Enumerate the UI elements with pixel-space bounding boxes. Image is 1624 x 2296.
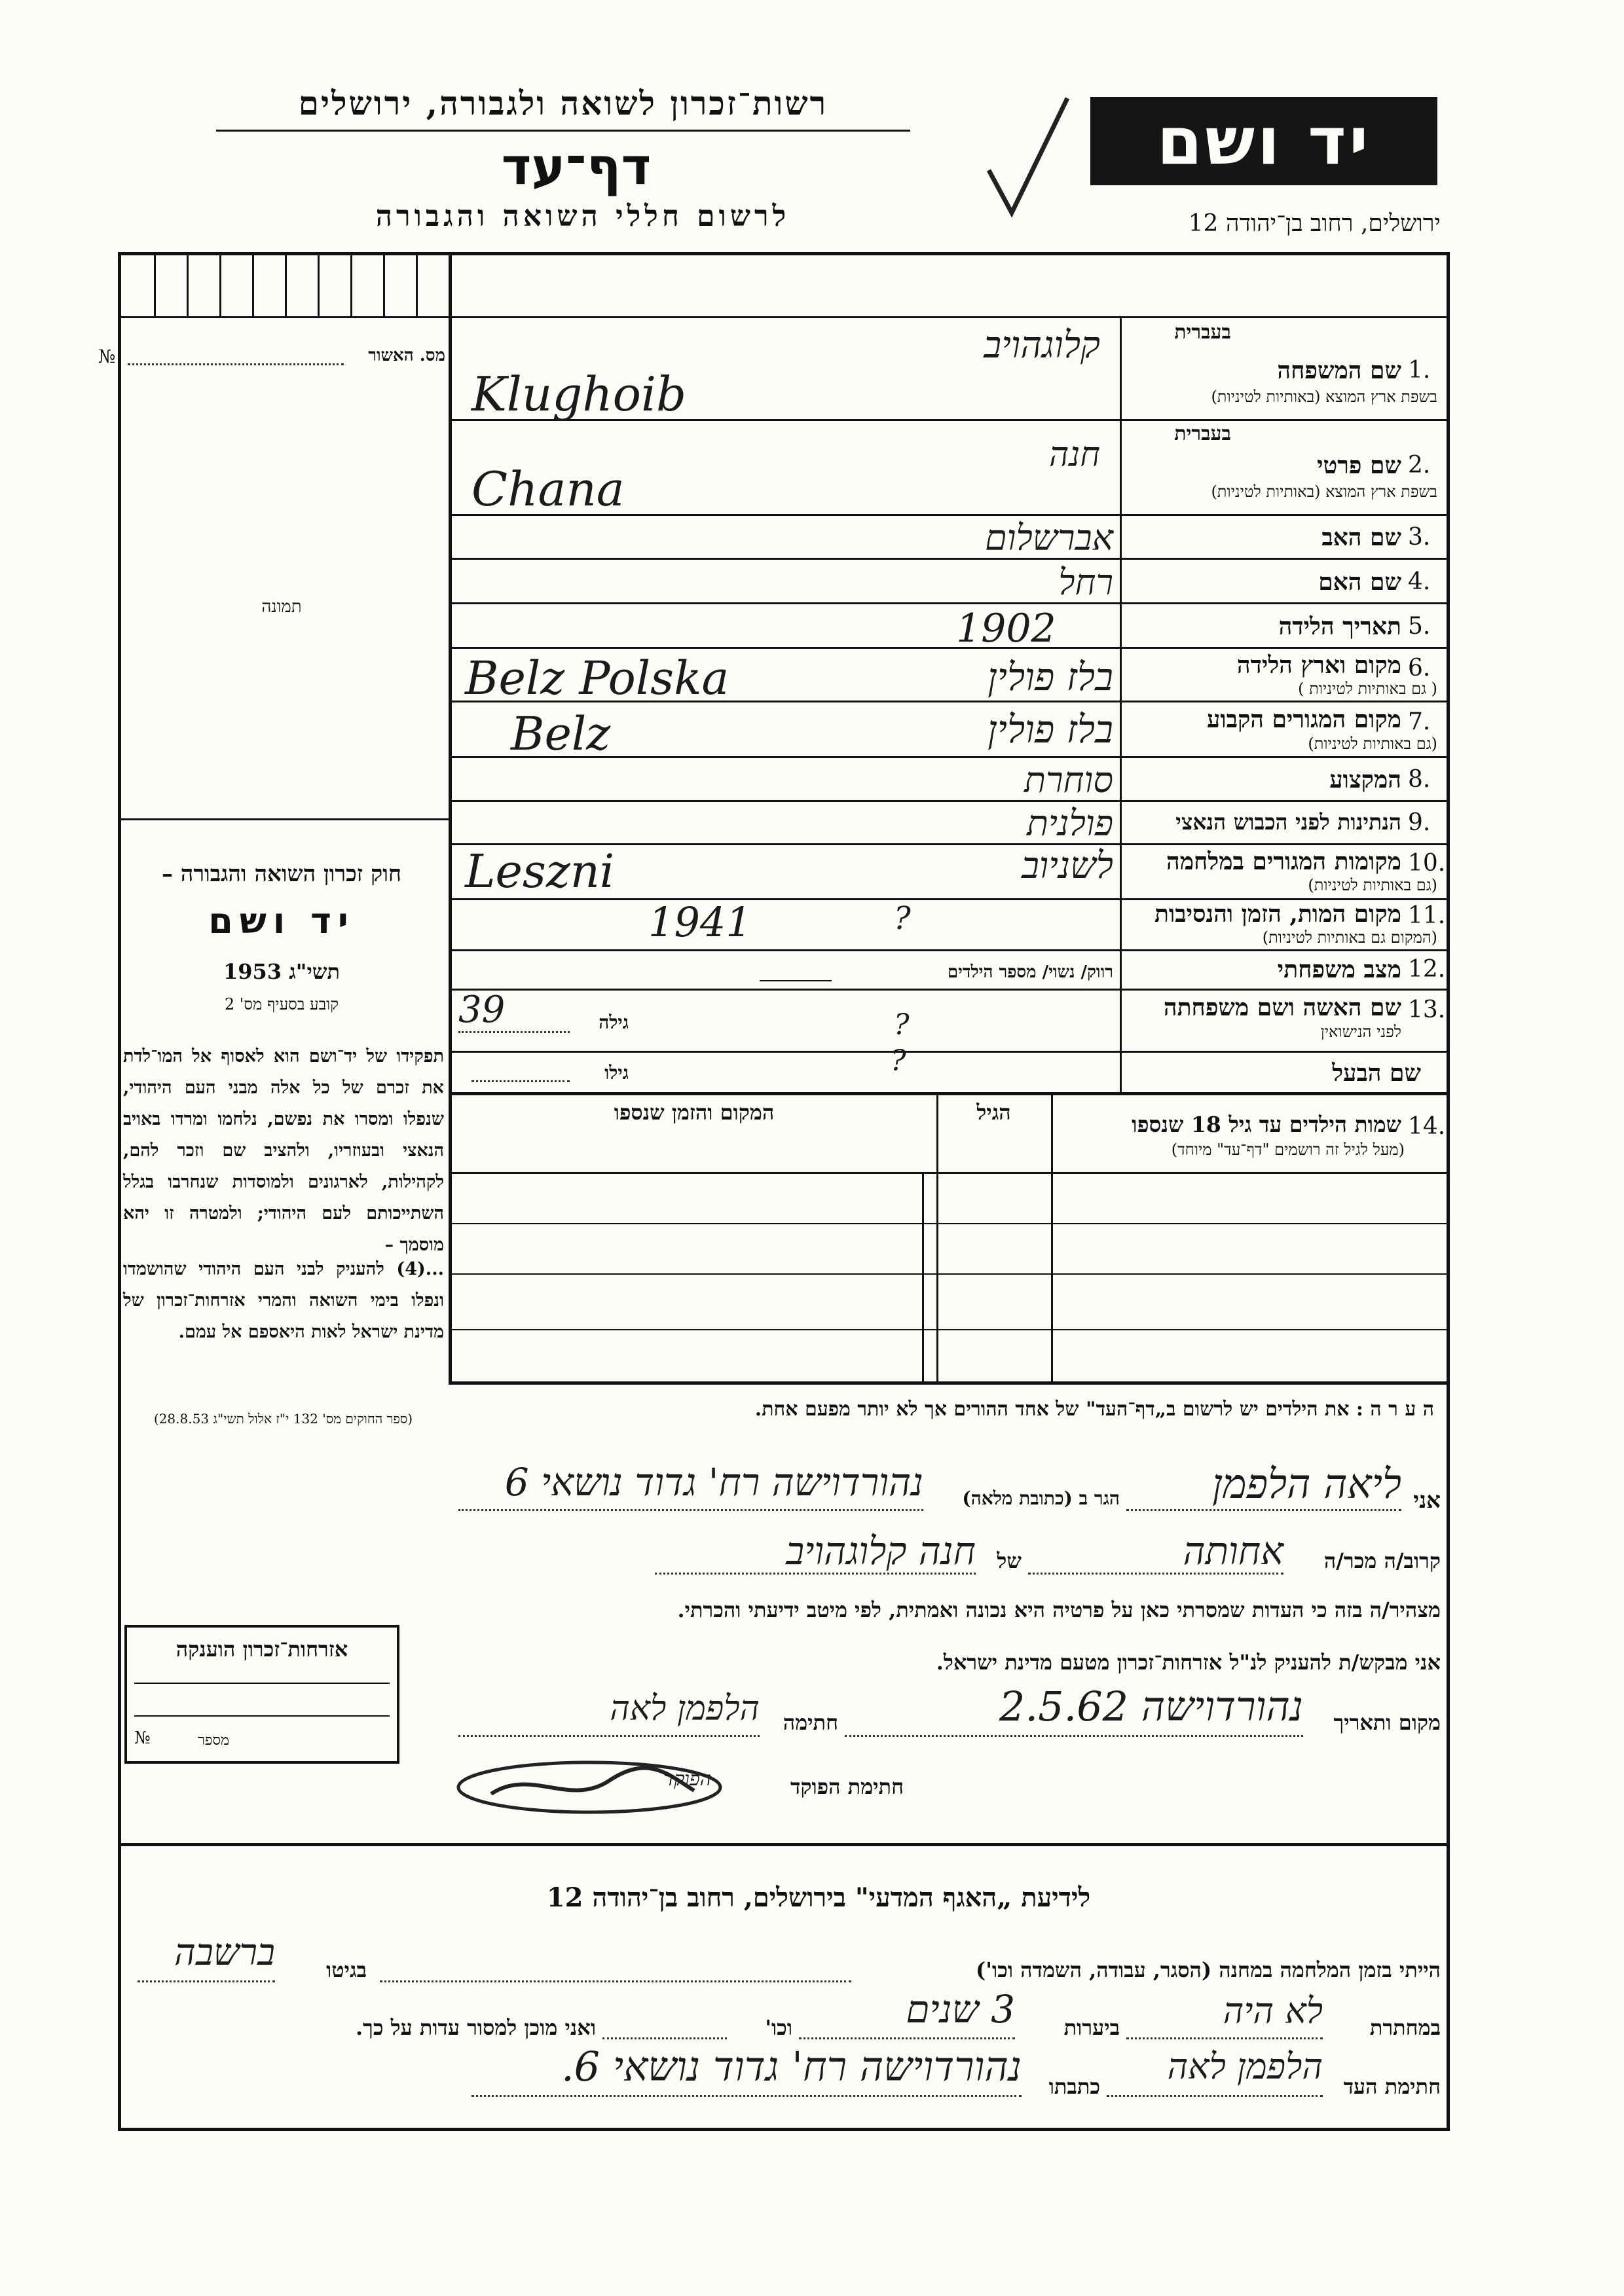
field-9-label: הנתינות לפני הכבוש הנאצי: [1175, 809, 1401, 835]
certificate-no-mark: №: [134, 1728, 151, 1748]
field-7-label: מקום המגורים הקבוע: [1207, 706, 1401, 733]
field-10-num: 10.: [1408, 850, 1446, 877]
decl-line2-name-line: [655, 1573, 976, 1575]
form-subtitle: לרשום חללי השואה והגבורה: [375, 200, 790, 233]
science-ghetto-line: [138, 1980, 275, 1982]
field-10-label: מקומות המגורים במלחמה: [1166, 848, 1401, 875]
children-sublabel: (מעל לגיל זה רושמים "דף־עד" מיוחד): [1171, 1140, 1405, 1159]
law-name: יד ושם: [208, 900, 355, 941]
law-text-2: ...(4) להעניק לבני העם היהודי שהושמדו ונפלו בימי השואה והמרי אזרחות־זכרון של מדינת ישראל לאות היאספם אל עמם.: [123, 1259, 444, 1342]
law-text: תפקידו של יד־ושם הוא לאסוף אל המו־לדת את זכרם של כל אלה מבני העם היהודי, שנפלו ומסרו את נפשם, נלחמו ומרדו באויב הנאצי ובעוזריו, ולהציב שם וזכר להם, לקהילות, לארגונים ולמוסדות שנחרבו בגלל השתייכותם לעם היהודי; ולמטרה זו יהא מוסמך –: [123, 1046, 444, 1255]
decl-line1-address-line: [458, 1509, 923, 1511]
decl-line1-mid: הגר ב (כתובת מלאה): [962, 1487, 1120, 1509]
row-line-11: [449, 949, 1450, 951]
field-6-num: 6.: [1408, 655, 1431, 682]
field-11-label: מקום המות, הזמן והנסיבות: [1154, 900, 1401, 928]
children-label: שמות הילדים עד גיל 18 שנספו: [1132, 1112, 1401, 1137]
row-line-5: [449, 647, 1450, 649]
science-ghetto-label: בגיטו: [326, 1958, 367, 1982]
children-row-3: [449, 1329, 1450, 1330]
science-section-top: [118, 1843, 1450, 1846]
field-13-num: 13.: [1408, 996, 1446, 1023]
science-etc-line: [602, 2037, 727, 2039]
decl-line1-prefix: אני: [1413, 1487, 1441, 1514]
science-line1-camp-line: [380, 1980, 851, 1982]
science-line1-label: הייתי בזמן המלחמה במחנה (הסגר, עבודה, השמדה וכו'): [976, 1958, 1441, 1982]
field-3-value: אברשלום: [985, 517, 1113, 558]
science-witness-line: [1107, 2095, 1323, 2097]
signature-label: חתימה: [783, 1710, 838, 1735]
field-1-num: 1.: [1408, 357, 1431, 384]
checkmark-icon: [976, 92, 1074, 223]
husband-value: ?: [891, 1044, 906, 1078]
field-5-label: תאריך הלידה: [1278, 613, 1401, 640]
field-10-sublabel: (גם באותיות לטיניות): [1308, 876, 1437, 894]
field-6-label: מקום וארץ הלידה: [1236, 651, 1401, 679]
certificate-number-label: מספר: [198, 1732, 229, 1749]
law-year: תשי"ג 1953: [223, 959, 340, 984]
label-column-divider: [1120, 316, 1122, 1092]
header-underline: [216, 130, 910, 132]
field-7-value-hebrew: בלז פולין: [987, 707, 1113, 752]
field-11-num: 11.: [1408, 902, 1446, 929]
field-13-sublabel: לפני הנישואין: [1320, 1023, 1401, 1041]
authority-header: רשות־זכרון לשואה ולגבורה, ירושלים: [298, 84, 828, 122]
children-col-2: [936, 1093, 938, 1381]
field-13-age-line: [458, 1031, 570, 1033]
field-3-num: 3.: [1408, 524, 1431, 551]
field-2-num: 2.: [1408, 452, 1431, 479]
field-8-value: סוחרת: [1024, 759, 1113, 801]
tickbox-row: [118, 252, 449, 316]
science-line2-value-line: [1126, 2037, 1323, 2039]
field-2-label: שם פרטי: [1317, 452, 1401, 479]
logo-text: יד ושם: [1156, 103, 1371, 179]
field-11-sublabel: (המקום גם באותיות לטיניות): [1262, 928, 1437, 947]
row-line-12: [449, 989, 1450, 991]
field-6-value-hebrew: בלז פולין: [987, 655, 1113, 699]
decl-line2-relation-line: [1028, 1573, 1283, 1575]
field-13-label: שם האשה ושם משפחתה: [1163, 994, 1401, 1021]
field-11-value-question: ?: [894, 900, 911, 937]
field-11-value-year: 1941: [648, 898, 752, 946]
field-6-sublabel: ( גם באותיות לטיניות ): [1298, 680, 1437, 698]
left-column-divider: [449, 252, 452, 1385]
top-strip-bottom: [449, 316, 1450, 318]
approval-no-line: [128, 363, 344, 365]
place-date-line: [845, 1735, 1303, 1737]
field-7-sublabel: (גם באותיות לטיניות): [1308, 735, 1437, 753]
field-4-label: שם האם: [1318, 568, 1401, 596]
decl-line1-address: נהורדוישה רח' גדוד נושאי 6: [504, 1460, 923, 1504]
field-2-value-hebrew: חנה: [1048, 435, 1100, 475]
row-line-4: [449, 602, 1450, 604]
field-1-hebrew-tag: בעברית: [1174, 321, 1231, 344]
husband-age-line: [471, 1080, 570, 1082]
place-date-value: נהורדוישה 2.5.62: [999, 1683, 1303, 1730]
children-col-age: הגיל: [976, 1100, 1011, 1125]
note-text: ה ע ר ה : את הילדים יש לרשום ב„דף־העד" של אחד ההורים אך לא יותר מפעם אחת.: [754, 1398, 1434, 1421]
decl-line4: אני מבקש/ת להעניק לנ"ל אזרחות־זכרון מטעם מדינת ישראל.: [936, 1650, 1441, 1675]
field-3-label: שם האב: [1321, 524, 1401, 551]
field-12-line: [760, 980, 832, 981]
science-line2-label: במחתרת: [1369, 2015, 1441, 2040]
certificate-line-1: [134, 1683, 390, 1684]
field-2-hebrew-tag: בעברית: [1174, 422, 1231, 445]
science-forests-line: [799, 2037, 1015, 2039]
children-col-place: המקום והזמן שנספו: [614, 1100, 775, 1125]
decl-line2-of: של: [997, 1548, 1022, 1573]
row-line-13: [449, 1051, 1450, 1053]
certificate-line-2: [134, 1715, 390, 1717]
husband-label: שם הבעל: [1332, 1059, 1421, 1087]
field-12-num: 12.: [1408, 956, 1446, 983]
official-signature-label: חתימת הפוקד: [790, 1774, 904, 1799]
field-4-num: 4.: [1408, 568, 1431, 595]
tickbox-line: [118, 316, 449, 318]
field-1-label: שם המשפחה: [1277, 357, 1401, 384]
place-date-label: מקום ותאריך: [1333, 1710, 1441, 1735]
science-address: נהורדוישה רח' גדוד נושאי 6.: [561, 2043, 1022, 2090]
science-line2-value: לא היה: [1223, 1990, 1323, 2032]
decl-line2-name: חנה קלוגהויב: [786, 1529, 976, 1573]
science-line2-end: ואני מוכן למסור עדות על כך.: [355, 2015, 596, 2040]
signature-value: הלפמן לאה: [610, 1689, 760, 1728]
field-1-value-hebrew: קלוגהויב: [984, 324, 1100, 367]
science-etc: וכו': [765, 2015, 792, 2040]
children-header-line: [449, 1172, 1450, 1174]
field-13-value: ?: [894, 1008, 910, 1042]
decl-line1-name: ליאה הלפמן: [1212, 1460, 1401, 1508]
science-address-line: [471, 2095, 1022, 2097]
yad-vashem-logo: [1090, 97, 1437, 185]
field-13-age-label: גילה: [599, 1011, 629, 1033]
law-section: קובע בסעיף מס' 2: [224, 995, 339, 1013]
science-forests-value: 3 שנים: [906, 1987, 1015, 2032]
field-10-value-latin: Leszni: [465, 845, 615, 898]
children-col-3: [922, 1172, 924, 1381]
science-ghetto-value: ברשבה: [174, 1931, 275, 1974]
photo-box-bottom: [118, 818, 449, 820]
husband-age-label: גילו: [604, 1062, 629, 1084]
form-title: דף־עד: [501, 137, 652, 196]
field-5-value: 1902: [956, 606, 1056, 651]
law-title: חוק זכרון השואה והגבורה –: [161, 861, 402, 887]
field-4-value: רחל: [1058, 562, 1113, 603]
field-12-sublabel: רווק/ נשוי/ מספר הילדים: [947, 962, 1113, 982]
field-13-age-value: 39: [458, 989, 506, 1031]
children-col-1: [1051, 1093, 1053, 1381]
decl-line3: מצהיר/ה בזה כי העדות שמסרתי כאן על פרטיה היא נכונה ואמתית, לפי מיטב ידיעתי והכרתי.: [677, 1597, 1441, 1622]
field-12-label: מצב משפחתי: [1277, 956, 1401, 983]
official-stamp-text: הפוקד: [663, 1768, 712, 1791]
field-8-label: המקצוע: [1329, 766, 1401, 793]
field-5-num: 5.: [1408, 613, 1431, 640]
field-7-num: 7.: [1408, 708, 1431, 735]
field-6-value-latin: Belz Polska: [465, 651, 729, 705]
field-1-sublabel: בשפת ארץ המוצא (באותיות לטיניות): [1211, 388, 1437, 406]
decl-line1-name-line: [1126, 1509, 1401, 1511]
field-2-value-latin: Chana: [471, 462, 625, 517]
field-1-value-latin: Klughoib: [471, 367, 687, 422]
science-address-label: כתבתו: [1048, 2074, 1100, 2099]
science-witness-signature: הלפמן לאה: [1167, 2046, 1323, 2087]
signature-line: [458, 1735, 760, 1737]
law-source: (ספר החוקים מס' 132 י"ז אלול תשי"ג 28.8.53): [153, 1411, 413, 1427]
certificate-title: אזרחות־זכרון הוענקה: [175, 1637, 348, 1662]
science-witness-label: חתימת העד: [1343, 2074, 1441, 2099]
photo-label: תמונה: [261, 597, 302, 617]
children-table-bottom: [449, 1381, 1450, 1385]
science-forests-label: ביערות: [1063, 2015, 1120, 2040]
header-address: ירושלים, רחוב בן־יהודה 12: [1188, 210, 1441, 237]
decl-line2-relation: אחותה: [1183, 1529, 1283, 1573]
science-title: לידיעת „האגף המדעי" בירושלים, רחוב בן־יהודה 12: [546, 1882, 1091, 1913]
approval-no-label: מס. האשור: [368, 346, 445, 365]
row-line-14: [449, 1092, 1450, 1095]
approval-no-mark: №: [98, 346, 116, 367]
decl-line2-prefix: קרוב/ה מכר/ה: [1323, 1548, 1441, 1573]
children-num: 14.: [1408, 1113, 1446, 1140]
field-8-num: 8.: [1408, 766, 1431, 793]
children-row-2: [449, 1273, 1450, 1275]
field-10-value-hebrew: לשניוב: [1021, 845, 1113, 887]
children-row-1: [449, 1223, 1450, 1224]
field-7-value-latin: Belz: [511, 707, 611, 761]
field-9-num: 9.: [1408, 809, 1431, 836]
field-2-sublabel: בשפת ארץ המוצא (באותיות לטיניות): [1211, 483, 1437, 501]
field-9-value: פולנית: [1026, 803, 1113, 844]
